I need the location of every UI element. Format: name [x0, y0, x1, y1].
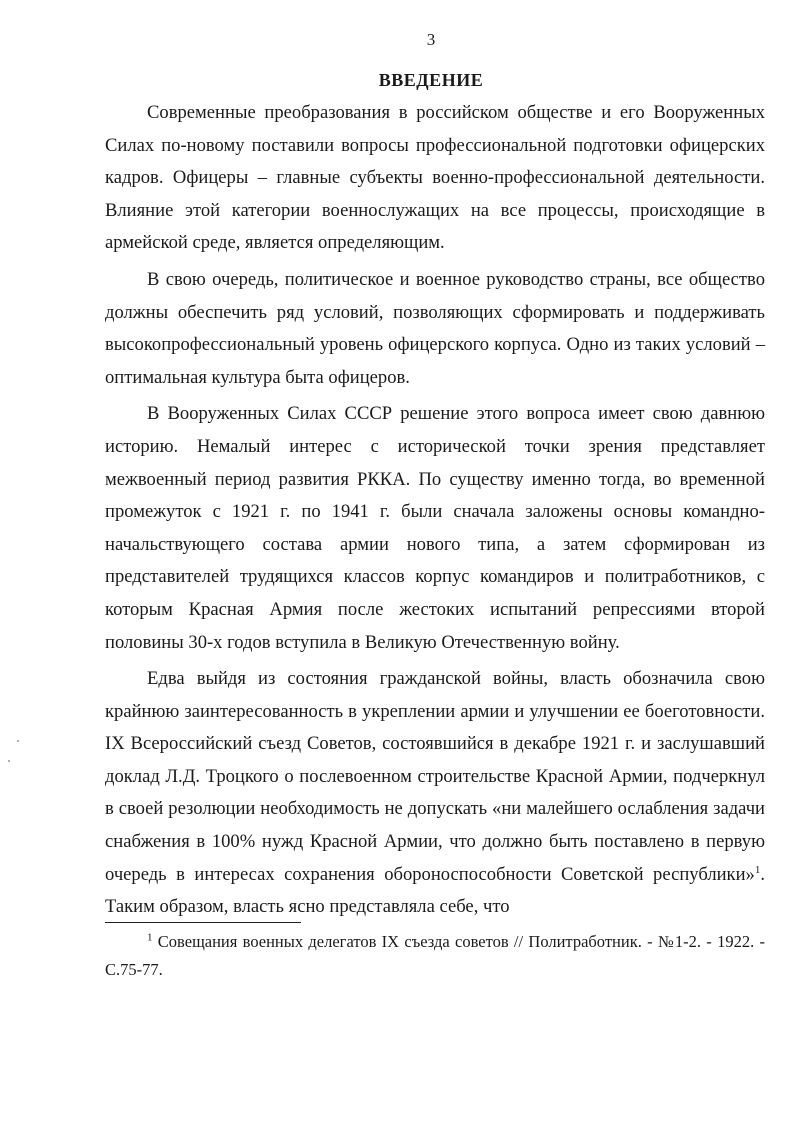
- section-heading: ВВЕДЕНИЕ: [378, 70, 484, 90]
- footnote: [105, 928, 765, 984]
- footnote-text: Совещания военных делегатов IX съезда советов // Политработник. - №1-2. - 1922. - С.75-77.: [105, 932, 765, 979]
- paragraph-3: В Вооруженных Силах СССР решение этого вопроса имеет свою давнюю историю. Немалый интерес с исторической точки зрения представляет межвоенный период развития РККА. По существу именно тогда, во временной промежуток с 1921 г. по 1941 г. были сначала заложены основы командно-начальствующего состава армии нового типа, а затем сформирован из представителей трудящихся классов корпус командиров и политработников, с которым Красная Армия после жестоких испытаний репрессиями второй половины 30-х годов вступила в Великую Отечественную войну.: [105, 403, 765, 653]
- paragraph-4: [105, 663, 765, 924]
- footnote-reference[interactable]: 1: [754, 863, 761, 876]
- paragraph-2: В свою очередь, политическое и военное руководство страны, все общество должны обеспечить ряд условий, позволяющих сформировать и поддерживать высокопрофессиональный уровень офицерского корпуса. Одно из таких условий – оптимальная культура быта офицеров.: [105, 268, 765, 388]
- scan-speck: [17, 740, 19, 742]
- scan-speck: [8, 760, 10, 762]
- body-text: [105, 97, 765, 928]
- footnote-marker: 1: [147, 931, 153, 944]
- paragraph-4-continuation: . Таким образом, власть ясно представляла себе, что: [105, 863, 765, 918]
- page-number: 3: [426, 30, 436, 49]
- footnote-separator: [105, 922, 301, 923]
- paragraph-1: Современные преобразования в российском обществе и его Вооруженных Силах по-новому поставили вопросы профессиональной подготовки офицерских кадров. Офицеры – главные субъекты военно-профессиональной деятельности. Влияние этой категории военнослужащих на все процессы, происходящие в армейской среде, является определяющим.: [105, 102, 765, 254]
- paragraph-4-text: Едва выйдя из состояния гражданской войны, власть обозначила свою крайнюю заинтересованность в укреплении армии и улучшении ее боеготовности. IX Всероссийский съезд Советов, состоявшийся в декабре 1921 г. и заслушавший доклад Л.Д. Троцкого о послевоенном строительстве Красной Армии, подчеркнул в своей резолюции необходимость не допускать «ни малейшего ослабления задачи снабжения в 100% нужд Красной Армии, что должно быть поставлено в первую очередь в интересах сохранения обороноспособности Советской республики»: [105, 668, 765, 885]
